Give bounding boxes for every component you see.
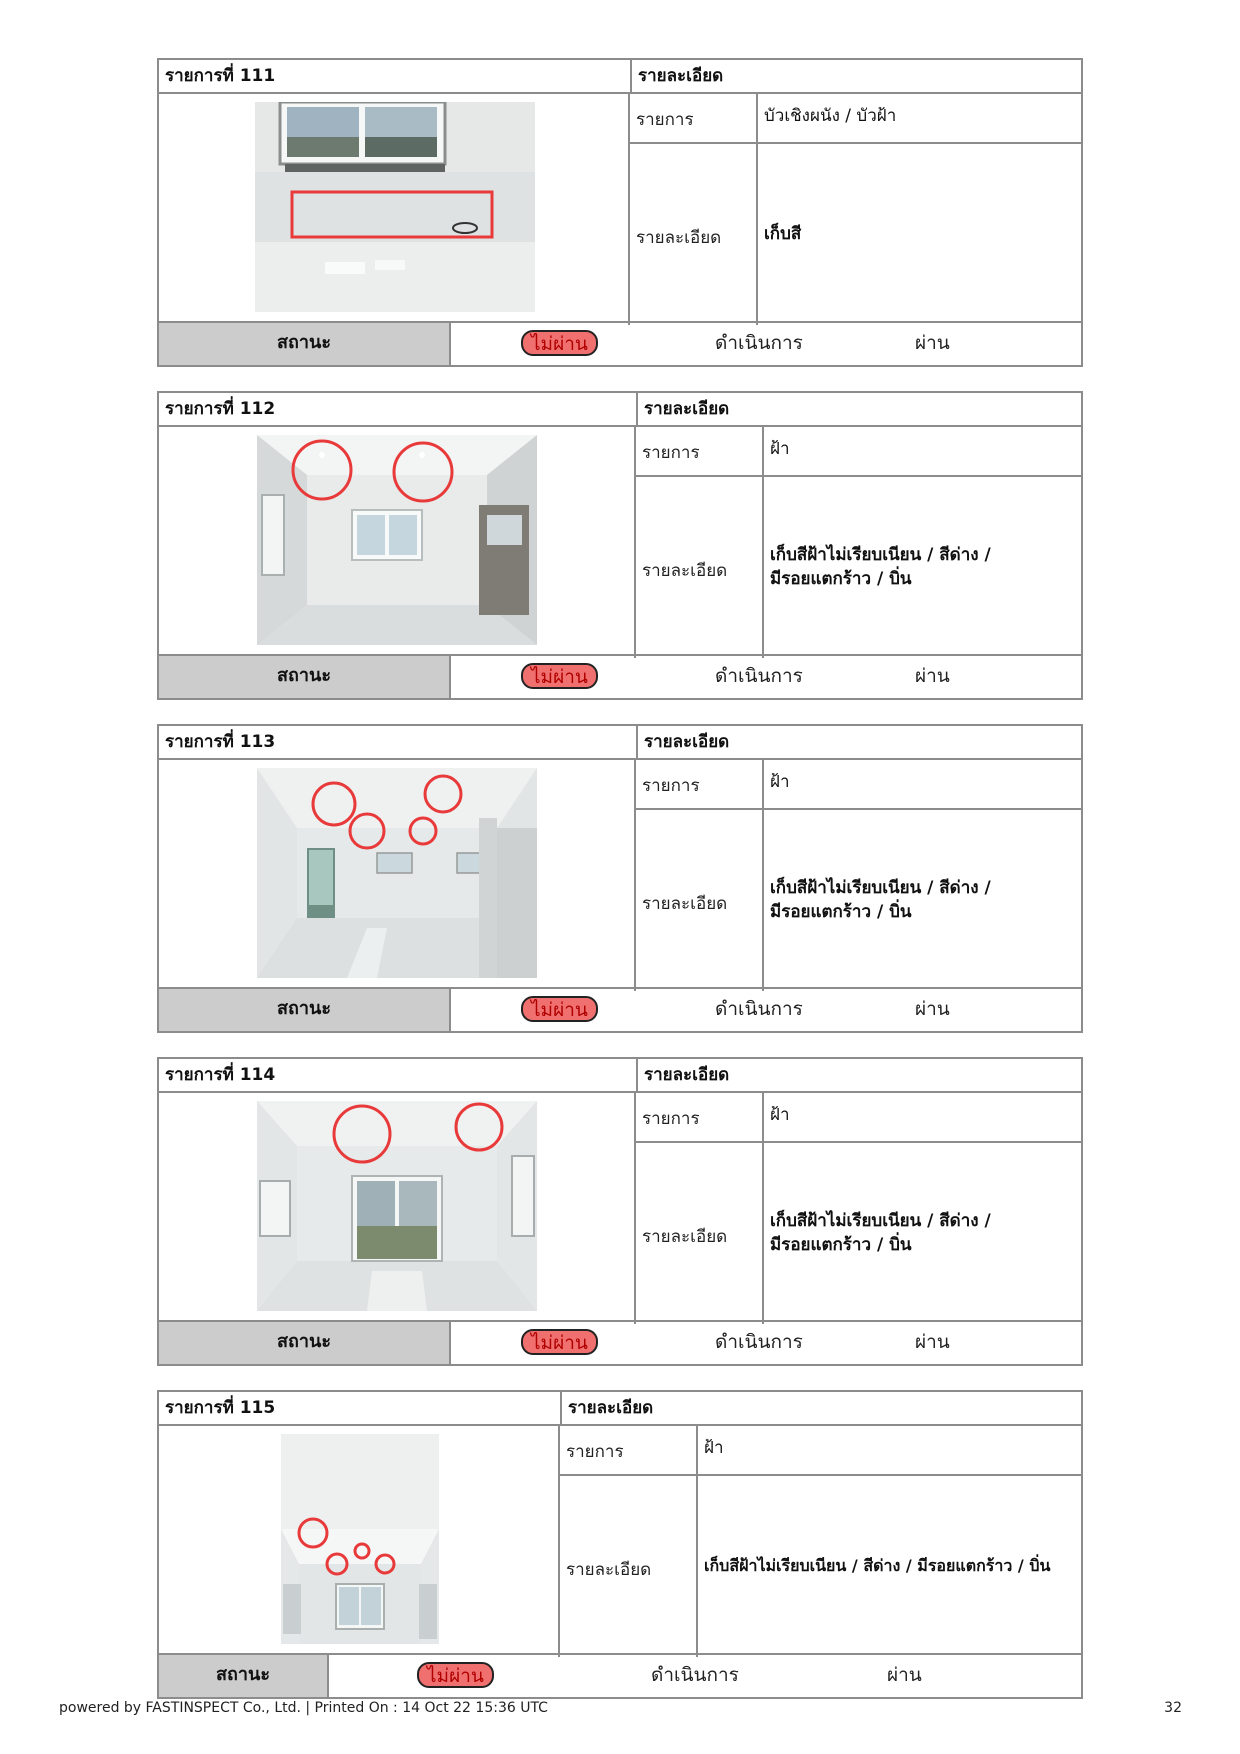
status-row (159, 1653, 1081, 1697)
row-divider (630, 142, 1081, 144)
status-pass-option[interactable]: ผ่าน (915, 332, 950, 354)
row-label-item: รายการ (642, 1109, 700, 1129)
status-pass-option[interactable]: ผ่าน (915, 998, 950, 1020)
detail-value-line: มีรอยแตกร้าว / บิ่น (770, 902, 912, 922)
detail-header: รายละเอียด (560, 1392, 1081, 1426)
row-label-item: รายการ (566, 1442, 624, 1462)
inspection-photo[interactable] (257, 1101, 537, 1311)
row-label-detail: รายละเอียด (642, 1227, 728, 1247)
status-pass-option[interactable]: ผ่าน (915, 665, 950, 687)
status-in-progress-option[interactable]: ดำเนินการ (715, 1331, 803, 1353)
row-label-item: รายการ (636, 110, 694, 130)
status-fail-option[interactable]: ไม่ผ่าน (521, 330, 598, 356)
status-in-progress-option[interactable]: ดำเนินการ (715, 998, 803, 1020)
status-row (159, 987, 1081, 1031)
item-title: รายการที่ 115 (159, 1392, 560, 1426)
detail-value-line: เก็บสี (764, 224, 802, 244)
status-fail-option[interactable]: ไม่ผ่าน (521, 1329, 598, 1355)
status-row (159, 321, 1081, 365)
page-number: 32 (1164, 1700, 1182, 1716)
detail-header: รายละเอียด (636, 393, 1081, 427)
row-label-detail: รายละเอียด (642, 894, 728, 914)
item-value: ฝ้า (704, 1438, 724, 1458)
inspection-photo[interactable] (257, 435, 537, 645)
item-value: บัวเชิงผนัง / บัวฝ้า (764, 106, 897, 126)
item-value: ฝ้า (770, 772, 790, 792)
footer-printed-info: powered by FASTINSPECT Co., Ltd. | Printed On : 14 Oct 22 15:36 UTC (59, 1700, 548, 1716)
status-in-progress-option[interactable]: ดำเนินการ (651, 1664, 739, 1686)
status-row (159, 1320, 1081, 1364)
row-divider (636, 1141, 1081, 1143)
inspection-card-111 (157, 58, 1083, 367)
detail-header: รายละเอียด (630, 60, 1081, 94)
detail-value-line: เก็บสีฝ้าไม่เรียบเนียน / สีด่าง / (770, 545, 991, 565)
detail-value-line: มีรอยแตกร้าว / บิ่น (770, 569, 912, 589)
item-value: ฝ้า (770, 439, 790, 459)
detail-header: รายละเอียด (636, 726, 1081, 760)
detail-header: รายละเอียด (636, 1059, 1081, 1093)
row-label-detail: รายละเอียด (636, 228, 722, 248)
status-fail-option[interactable]: ไม่ผ่าน (417, 1662, 494, 1688)
inspection-card-114 (157, 1057, 1083, 1366)
row-label-item: รายการ (642, 776, 700, 796)
detail-value-line: เก็บสีฝ้าไม่เรียบเนียน / สีด่าง / (770, 1211, 991, 1231)
detail-value-line: เก็บสีฝ้าไม่เรียบเนียน / สีด่าง / มีรอยแตกร้าว / บิ่น (704, 1556, 1051, 1575)
item-title: รายการที่ 113 (159, 726, 636, 760)
row-label-item: รายการ (642, 443, 700, 463)
inspection-photo[interactable] (257, 768, 537, 978)
status-label: สถานะ (159, 656, 451, 698)
status-fail-option[interactable]: ไม่ผ่าน (521, 996, 598, 1022)
status-row (159, 654, 1081, 698)
item-title: รายการที่ 114 (159, 1059, 636, 1093)
detail-value-line: เก็บสีฝ้าไม่เรียบเนียน / สีด่าง / (770, 878, 991, 898)
item-title: รายการที่ 111 (159, 60, 630, 94)
status-in-progress-option[interactable]: ดำเนินการ (715, 332, 803, 354)
row-divider (560, 1474, 1081, 1476)
row-divider (636, 808, 1081, 810)
inspection-photo[interactable] (255, 102, 535, 312)
item-value: ฝ้า (770, 1105, 790, 1125)
status-label: สถานะ (159, 989, 451, 1031)
inspection-card-115 (157, 1390, 1083, 1699)
item-title: รายการที่ 112 (159, 393, 636, 427)
status-pass-option[interactable]: ผ่าน (887, 1664, 922, 1686)
status-label: สถานะ (159, 1322, 451, 1364)
detail-value-line: มีรอยแตกร้าว / บิ่น (770, 1235, 912, 1255)
inspection-card-112 (157, 391, 1083, 700)
status-label: สถานะ (159, 1655, 329, 1697)
row-divider (636, 475, 1081, 477)
row-label-detail: รายละเอียด (642, 561, 728, 581)
status-label: สถานะ (159, 323, 451, 365)
inspection-card-113 (157, 724, 1083, 1033)
status-pass-option[interactable]: ผ่าน (915, 1331, 950, 1353)
status-in-progress-option[interactable]: ดำเนินการ (715, 665, 803, 687)
row-label-detail: รายละเอียด (566, 1560, 652, 1580)
status-fail-option[interactable]: ไม่ผ่าน (521, 663, 598, 689)
inspection-photo[interactable] (281, 1434, 439, 1644)
